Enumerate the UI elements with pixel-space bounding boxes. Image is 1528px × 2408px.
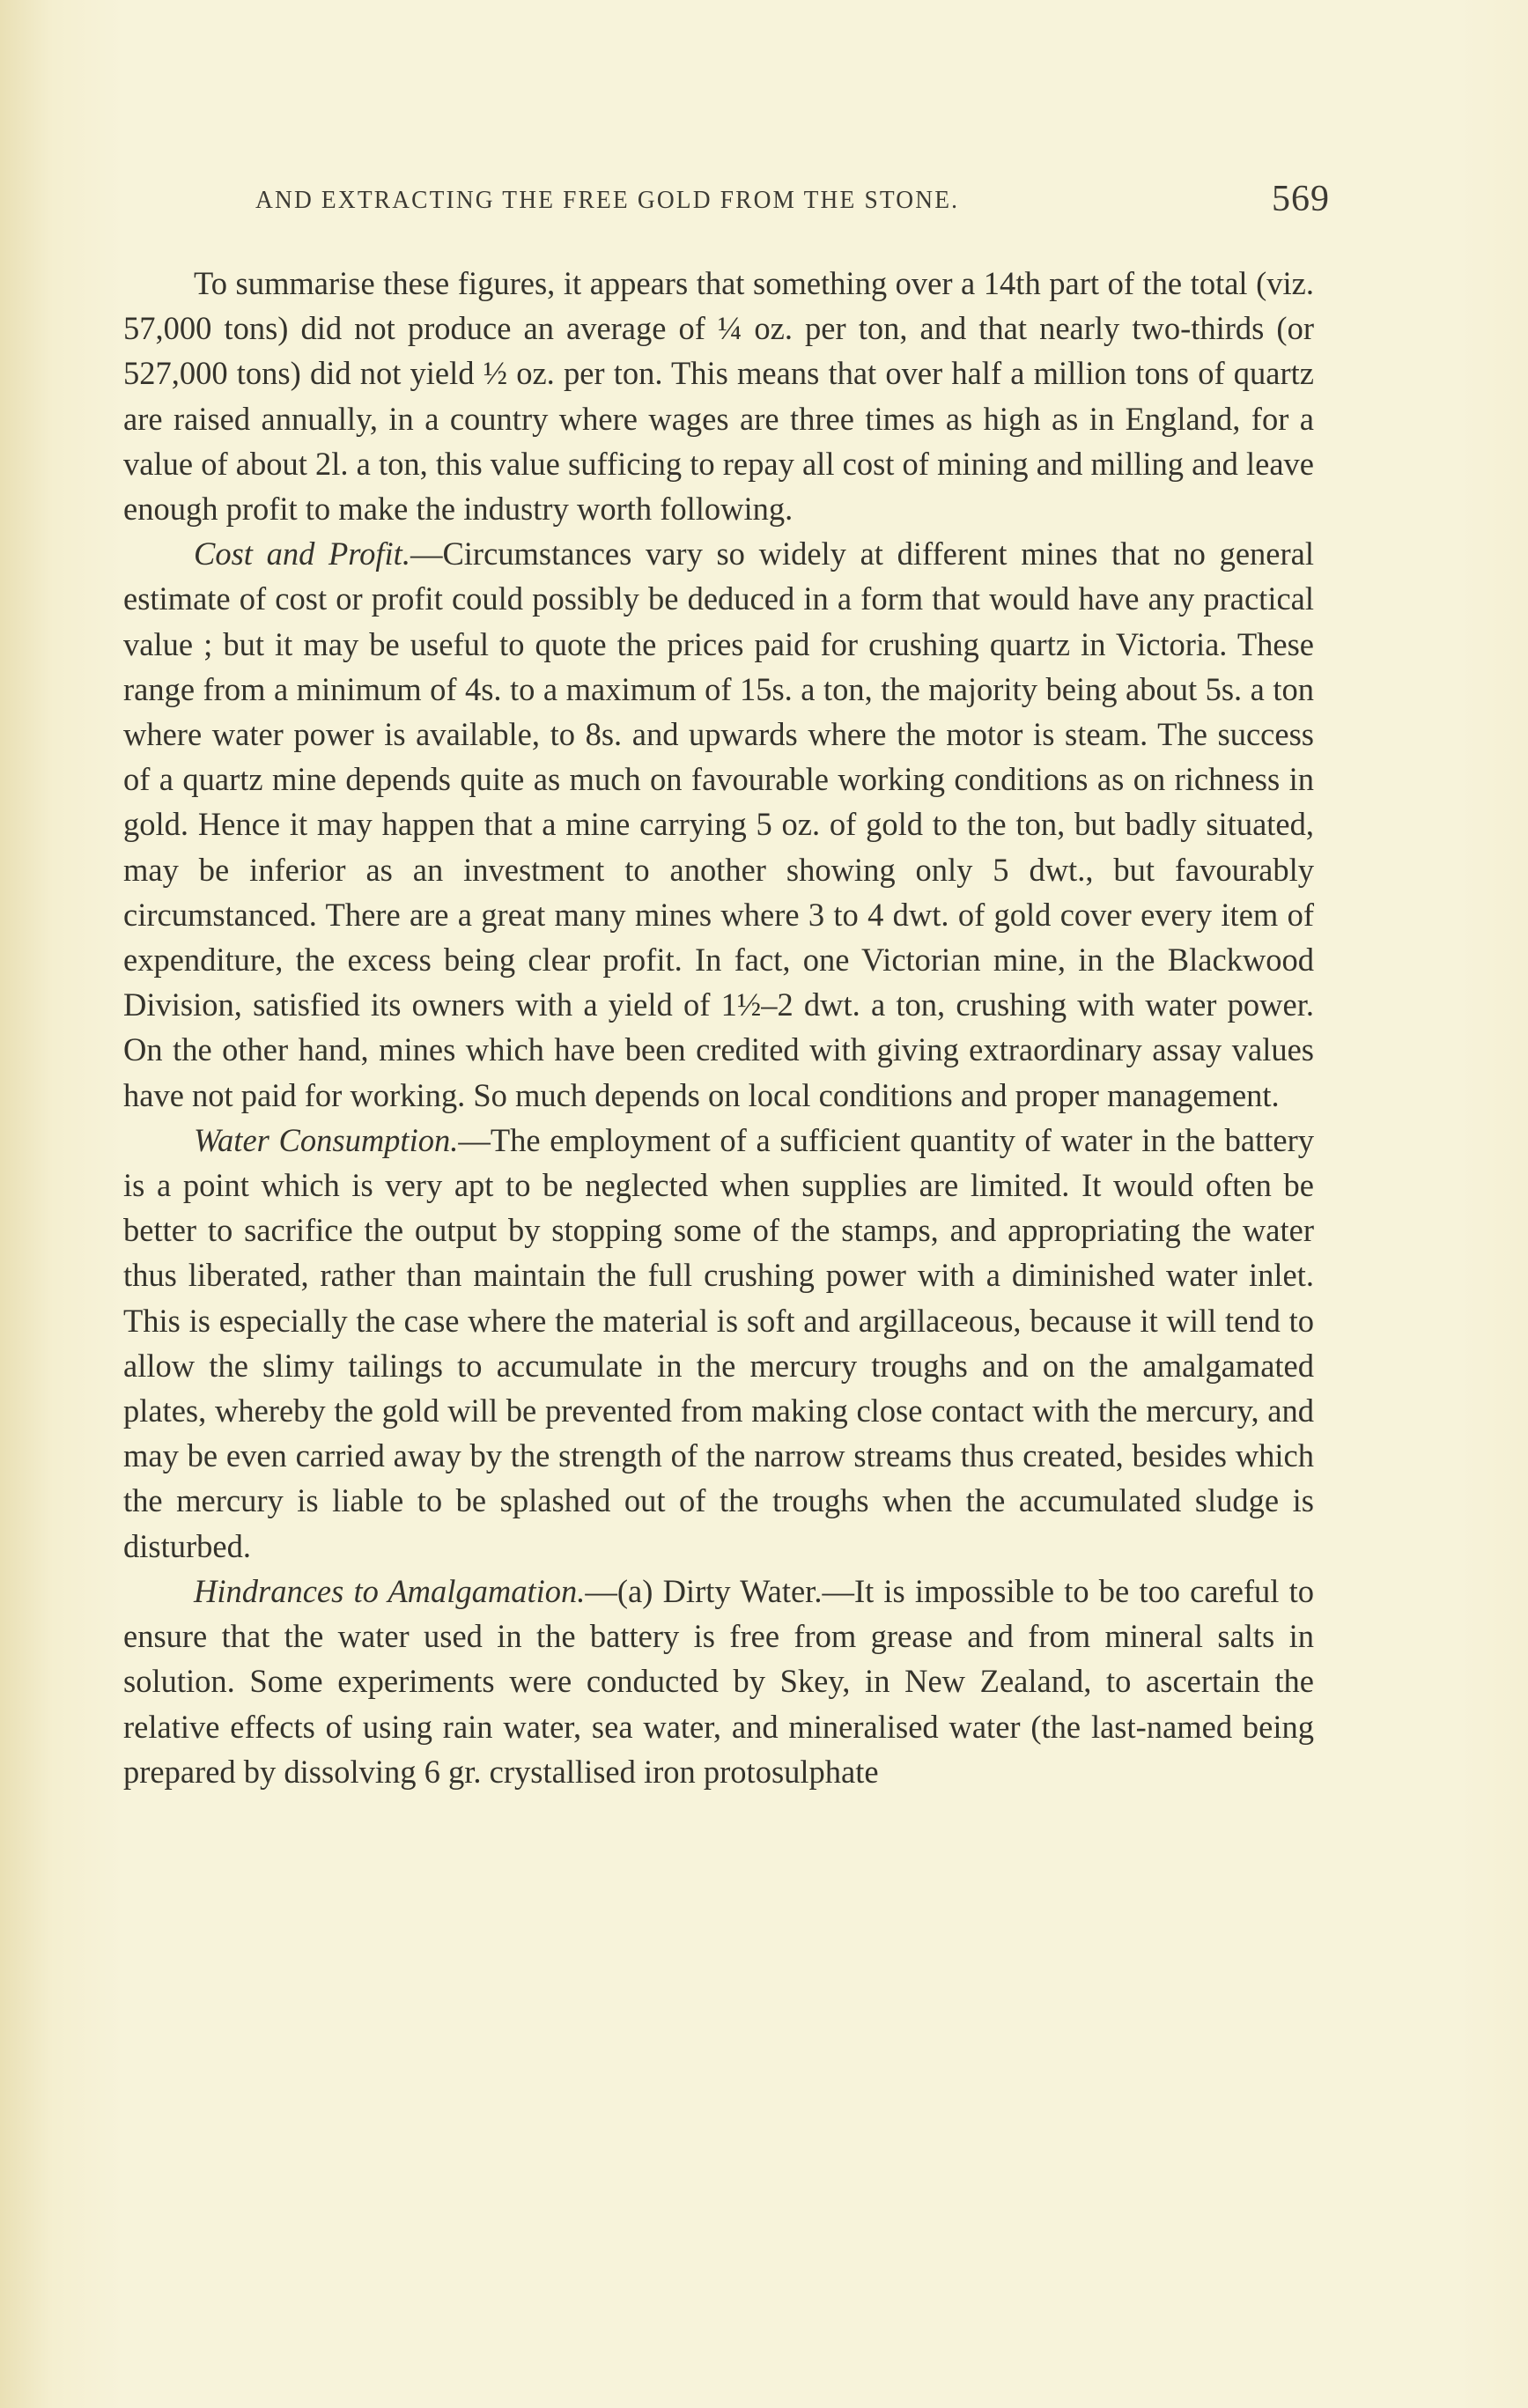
paragraph-cost-and-profit xyxy=(123,531,1314,1118)
paragraph-text: —Circumstances vary so widely at different mines that no general estimate of cost or profit could possibly be deduced in a form that would have any practical value ; but it may be useful to quote the prices paid for crushing quartz in Victoria. These range from a minimum of 4s. to a maximum of 15s. a ton, the majority being about 5s. a ton where water power is available, to 8s. and upwards where the motor is steam. The success of a quartz mine depends quite as much on favourable working conditions as on richness in gold. Hence it may happen that a mine carrying 5 oz. of gold to the ton, but badly situated, may be inferior as an investment to another showing only 5 dwt., but favourably circumstanced. There are a great many mines where 3 to 4 dwt. of gold cover every item of expenditure, the excess being clear profit. In fact, one Victorian mine, in the Blackwood Division, satisfied its owners with a yield of 1½–2 dwt. a ton, crushing with water power. On the other hand, mines which have been credited with giving extraordinary assay values have not paid for working. So much depends on local conditions and proper management. xyxy=(123,536,1314,1113)
running-head-title: AND EXTRACTING THE FREE GOLD FROM THE STONE. xyxy=(255,187,960,214)
paragraph-summary xyxy=(123,261,1314,531)
paragraph-heading: Water Consumption. xyxy=(194,1121,459,1158)
paragraph-text: To summarise these figures, it appears that something over a 14th part of the total (viz. 57,000 tons) did not produce an average of ¼ oz. per ton, and that nearly two-thirds (or 527,000 tons) did not yield ½ oz. per ton. This means that over half a million tons of quartz are raised annually, in a country where wages are three times as high as in England, for a value of about 2l. a ton, this value sufficing to repay all cost of mining and milling and leave enough profit to make the industry worth following. xyxy=(123,265,1314,528)
paragraph-hindrances-to-amalgamation xyxy=(123,1569,1314,1794)
paragraph-text: —The employment of a sufficient quantity of water in the battery is a point which is very apt to be neglected when supplies are limited. It would often be better to sacrifice the output by stopping some of the stamps, and appropriating the water thus liberated, rather than maintain the full crushing power with a diminished water inlet. This is especially the case where the material is soft and argillaceous, because it will tend to allow the slimy tailings to accumulate in the mercury troughs and on the amalgamated plates, whereby the gold will be prevented from making close contact with the mercury, and may be even carried away by the strength of the narrow streams thus created, besides which the mercury is liable to be splashed out of the troughs when the accumulated sludge is disturbed. xyxy=(123,1121,1314,1564)
page-number: 569 xyxy=(1272,179,1330,219)
paragraph-heading: Hindrances to Amalgamation. xyxy=(194,1572,586,1609)
running-head xyxy=(255,181,1330,220)
paragraph-heading: Cost and Profit. xyxy=(194,536,410,572)
paragraph-text: —(a) Dirty Water.—It is impossible to be too careful to ensure that the water used in the battery is free from grease and from mineral salts in solution. Some experiments were conducted by Skey, in New Zealand, to ascertain the relative effects of using rain water, sea water, and mineralised water (the last-named being prepared by dissolving 6 gr. crystallised iron protosulphate xyxy=(123,1572,1314,1790)
paragraph-water-consumption xyxy=(123,1118,1314,1569)
body-text xyxy=(123,261,1314,1794)
